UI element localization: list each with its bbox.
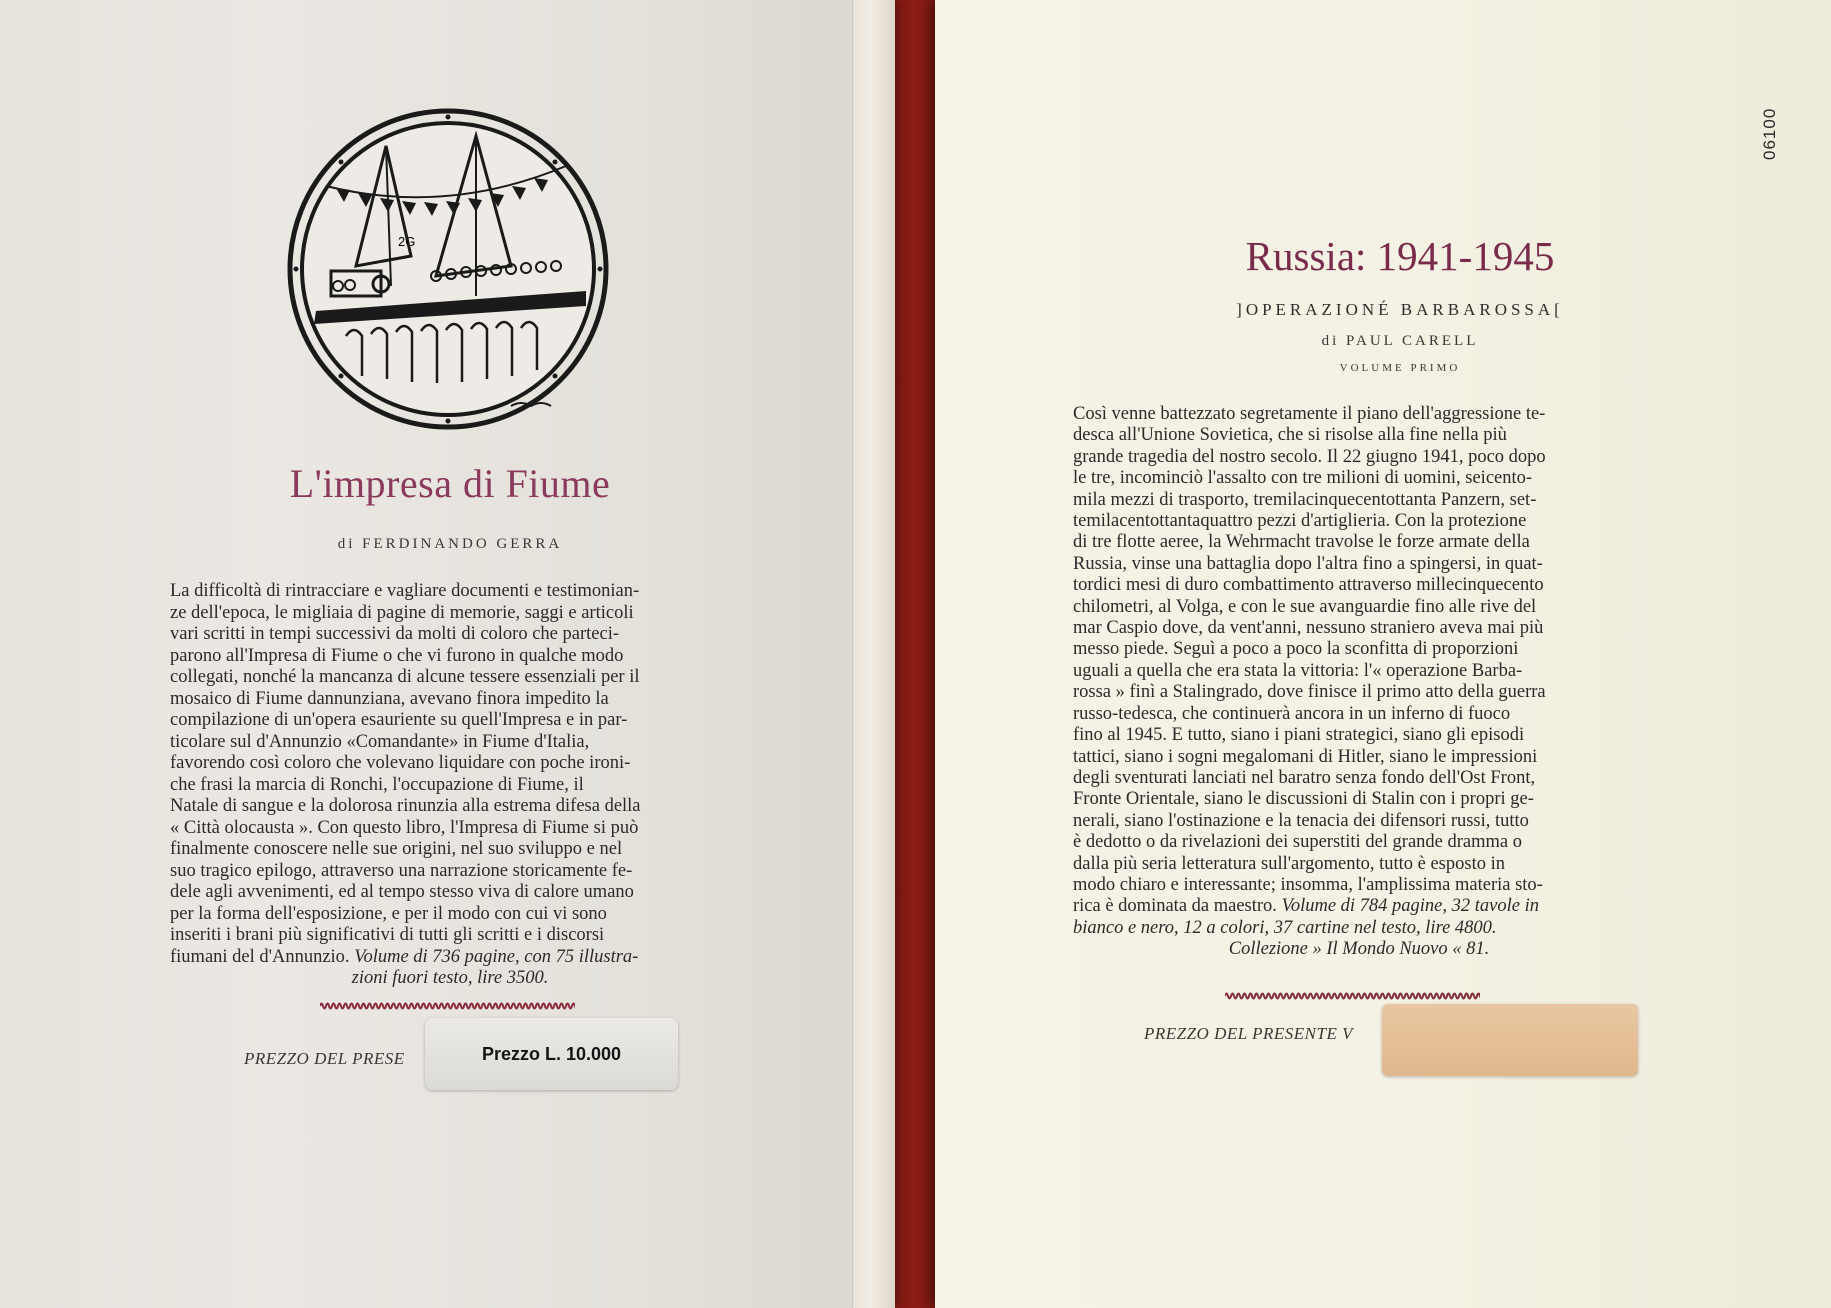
blurb-italic-tail: Volume di 784 pagine, 32 tavole in xyxy=(1276,896,1539,917)
blurb-line: chilometri, al Volga, e con le sue avanguardie fino alle rive del xyxy=(1073,596,1537,617)
blurb-line: modo chiaro e interessante; insomma, l'amplissima materia sto- xyxy=(1073,874,1543,895)
blurb-line: suo tragico epilogo, attraverso una narrazione storicamente fe- xyxy=(170,860,633,881)
blurb-line: per la forma dell'esposizione, e per il modo con cui vi sono xyxy=(170,903,607,924)
blurb-line: che frasi la marcia di Ronchi, l'occupazione di Fiume, il xyxy=(170,774,584,795)
blurb-line: Così venne battezzato segretamente il piano dell'aggressione te- xyxy=(1073,404,1546,424)
book-subtitle-right: ]OPERAZIONÉ BARBAROSSA[ xyxy=(1236,300,1564,319)
blurb-line: grande tragedia del nostro secolo. Il 22 giugno 1941, poco dopo xyxy=(1073,446,1546,467)
blurb-line: ze dell'epoca, le migliaia di pagine di memorie, saggi e articoli xyxy=(170,602,634,623)
price-label-right: PREZZO DEL PRESENTE V xyxy=(1144,1024,1353,1043)
blurb-line: russo-tedesca, che continuerà ancora in un inferno di fuoco xyxy=(1073,703,1511,724)
blurb-line: desca all'Unione Sovietica, che si risolse alla fine nella più xyxy=(1073,425,1507,446)
blurb-line: dele agli avvenimenti, ed al tempo stesso viva di calore umano xyxy=(170,882,634,902)
volume-label: VOLUME PRIMO xyxy=(1339,362,1461,374)
blurb-line: rossa » finì a Stalingrado, dove finisce il primo atto della guerra xyxy=(1073,682,1546,703)
price-label-left: PREZZO DEL PRESE xyxy=(244,1049,405,1068)
blurb-line: uguali a quella che era stata la vittoria: l'« operazione Barba- xyxy=(1073,660,1523,681)
ship-porthole-illustration xyxy=(286,106,610,432)
blurb-line: collegati, nonché la mancanza di alcune tessere essenziali per il xyxy=(170,667,640,687)
blurb-line: nerali, siano l'ostinazione e la tenacia dei difensori russi, tutto xyxy=(1073,810,1529,831)
decorative-squiggle-right xyxy=(1225,990,1480,1002)
blurb-line: finalmente conoscere nelle sue origini, nel suo sviluppo e nel xyxy=(170,839,623,859)
blurb-line: Fronte Orientale, siano le discussioni di Stalin con i propri ge- xyxy=(1073,789,1534,810)
blurb-line: ticolare sul d'Annunzio «Comandante» in Fiume d'Italia, xyxy=(170,731,590,752)
blurb-italic-line: zioni fuori testo, lire 3500. xyxy=(351,968,549,988)
price-sticker-left: Prezzo L. 10.000 xyxy=(425,1018,678,1090)
blurb-line: le tre, incominciò l'assalto con tre milioni di uomini, seicento- xyxy=(1073,468,1533,489)
blurb-line: parono all'Impresa di Fiume o che vi furono in qualche modo xyxy=(170,645,624,666)
price-sticker-right xyxy=(1382,1004,1638,1076)
catalog-number: 06100 xyxy=(1760,107,1779,160)
blurb-line: rica è dominata da maestro. Volume di 784 pagine, 32 tavole in xyxy=(1073,896,1539,917)
blurb-line: Natale di sangue e la dolorosa rinunzia alla estrema difesa della xyxy=(170,796,641,816)
blurb-line: dalla più seria letteratura sull'argomento, tutto è esposto in xyxy=(1073,853,1505,874)
book-author-left: di FERDINANDO GERRA xyxy=(337,536,563,552)
blurb-line: fiumani del d'Annunzio. Volume di 736 pagine, con 75 illustra- xyxy=(170,946,639,967)
book-author-right: di PAUL CARELL xyxy=(1321,333,1479,349)
blurb-line: temilacentottantaquattro pezzi d'artiglieria. Con la protezione xyxy=(1073,511,1527,532)
blurb-line: fino al 1945. E tutto, siano i piani strategici, siano gli episodi xyxy=(1073,725,1525,746)
blurb-italic-line: Collezione » Il Mondo Nuovo « 81. xyxy=(1228,939,1490,960)
decorative-squiggle-left xyxy=(320,1000,575,1012)
blurb-line: tattici, siano i sogni megalomani di Hitler, siano le impressioni xyxy=(1073,746,1538,767)
blurb-line: messo piede. Seguì a poco a poco la sconfitta di proporzioni xyxy=(1073,639,1519,660)
blurb-line: di tre flotte aeree, la Wehrmacht travolse le forze armate della xyxy=(1073,532,1530,553)
blurb-line: inseriti i brani più significativi di tutti gli scritti e i discorsi xyxy=(170,925,605,945)
blurb-line: favorendo così coloro che volevano liquidare con poche ironi- xyxy=(170,753,631,773)
blurb-italic-line: bianco e nero, 12 a colori, 37 cartine nel testo, lire 4800. xyxy=(1073,917,1497,938)
blurb-line: è dedotto o da rivelazioni dei superstiti del grande dramma o xyxy=(1073,832,1522,853)
blurb-line: tordici mesi di duro combattimento attraverso millecinquecento xyxy=(1073,575,1544,596)
blurb-text-left xyxy=(170,581,730,990)
blurb-line: « Città olocausta ». Con questo libro, l'Impresa di Fiume si può xyxy=(170,817,639,838)
blurb-line: vari scritti in tempi successivi da molti di coloro che parteci- xyxy=(170,624,620,644)
blurb-line: compilazione di un'opera esauriente su quell'Impresa e in par- xyxy=(170,710,628,730)
blurb-line: mosaico di Fiume dannunziana, avevano finora impedito la xyxy=(170,688,609,709)
svg-text:2G: 2G xyxy=(398,234,416,249)
blurb-line: mila mezzi di trasporto, tremilacinquecentottanta Panzern, set- xyxy=(1073,489,1537,510)
blurb-italic-tail: Volume di 736 pagine, con 75 illustra- xyxy=(349,946,639,967)
book-title-right: Russia: 1941-1945 xyxy=(1245,233,1555,279)
blurb-line: mar Caspio dove, da vent'anni, nessuno straniero aveva mai più xyxy=(1073,618,1544,639)
blurb-line: degli sventurati lanciati nel baratro senza fondo dell'Ost Front, xyxy=(1073,767,1536,788)
book-spine-edge xyxy=(852,0,895,1308)
blurb-line: La difficoltà di rintracciare e vagliare documenti e testimonian- xyxy=(170,581,640,601)
book-title-left: L'impresa di Fiume xyxy=(289,461,611,506)
blurb-text-right xyxy=(1073,404,1645,961)
blurb-line: Russia, vinse una battaglia dopo l'altra fino a spingersi, in quat- xyxy=(1073,553,1543,574)
